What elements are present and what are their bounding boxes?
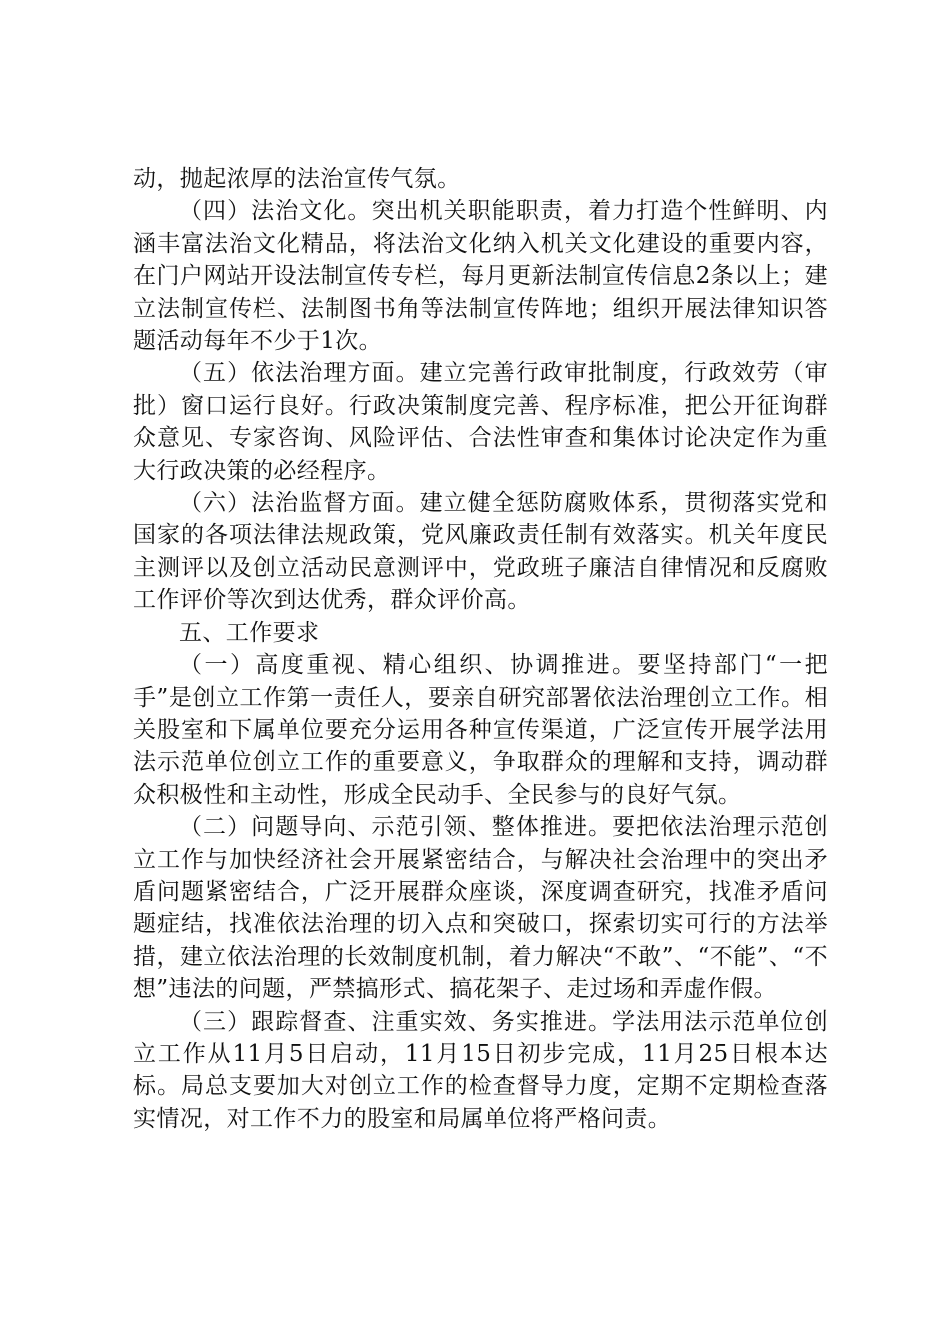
paragraph-supervision: （六）法治监督方面。建立健全惩防腐败体系，贯彻落实党和国家的各项法律法规政策，党风廉政责任制有效落实。机关年度民主测评以及创立活动民意测评中，党政班子廉洁自律情况和反腐败工作评价等次到达优秀，群众评价高。 (133, 490, 828, 614)
paragraph-governance: （五）依法治理方面。建立完善行政审批制度，行政效劳（审批）窗口运行良好。行政决策制度完善、程序标准，把公开征询群众意见、专家咨询、风险评估、合法性审查和集体讨论决定作为重大行政决策的必经程序。 (133, 360, 828, 484)
document-body (133, 163, 828, 1135)
section-heading-work-requirements: 五、工作要求 (179, 619, 320, 646)
paragraph-requirement-3: （三）跟踪督查、注重实效、务实推进。学法用法示范单位创立工作从11月5日启动，11月15日初步完成，11月25日根本达标。局总支要加大对创立工作的检查督导力度，定期不定期检查落实情况，对工作不力的股室和局属单位将严格问责。 (133, 1008, 828, 1132)
paragraph-requirement-2: （二）问题导向、示范引领、整体推进。要把依法治理示范创立工作与加快经济社会开展紧密结合，与解决社会治理中的突出矛盾问题紧密结合，广泛开展群众座谈，深度调查研究，找准矛盾问题症结，找准依法治理的切入点和突破口，探索切实可行的方法举措，建立依法治理的长效制度机制，着力解决“不敢”、“不能”、“不想”违法的问题，严禁搞形式、搞花架子、走过场和弄虚作假。 (133, 814, 828, 1003)
paragraph-legal-culture: （四）法治文化。突出机关职能职责，着力打造个性鲜明、内涵丰富法治文化精品，将法治文化纳入机关文化建设的重要内容，在门户网站开设法制宣传专栏，每月更新法制宣传信息2条以上；建立法制宣传栏、法制图书角等法制宣传阵地；组织开展法律知识答题活动每年不少于1次。 (133, 198, 828, 355)
paragraph-requirement-1: （一）高度重视、精心组织、协调推进。要坚持部门“一把手”是创立工作第一责任人，要亲自研究部署依法治理创立工作。相关股室和下属单位要充分运用各种宣传渠道，广泛宣传开展学法用法示范单位创立工作的重要意义，争取群众的理解和支持，调动群众积极性和主动性，形成全民动手、全民参与的良好气氛。 (133, 652, 828, 808)
paragraph-continuation: 动，抛起浓厚的法治宣传气氛。 (133, 166, 461, 192)
